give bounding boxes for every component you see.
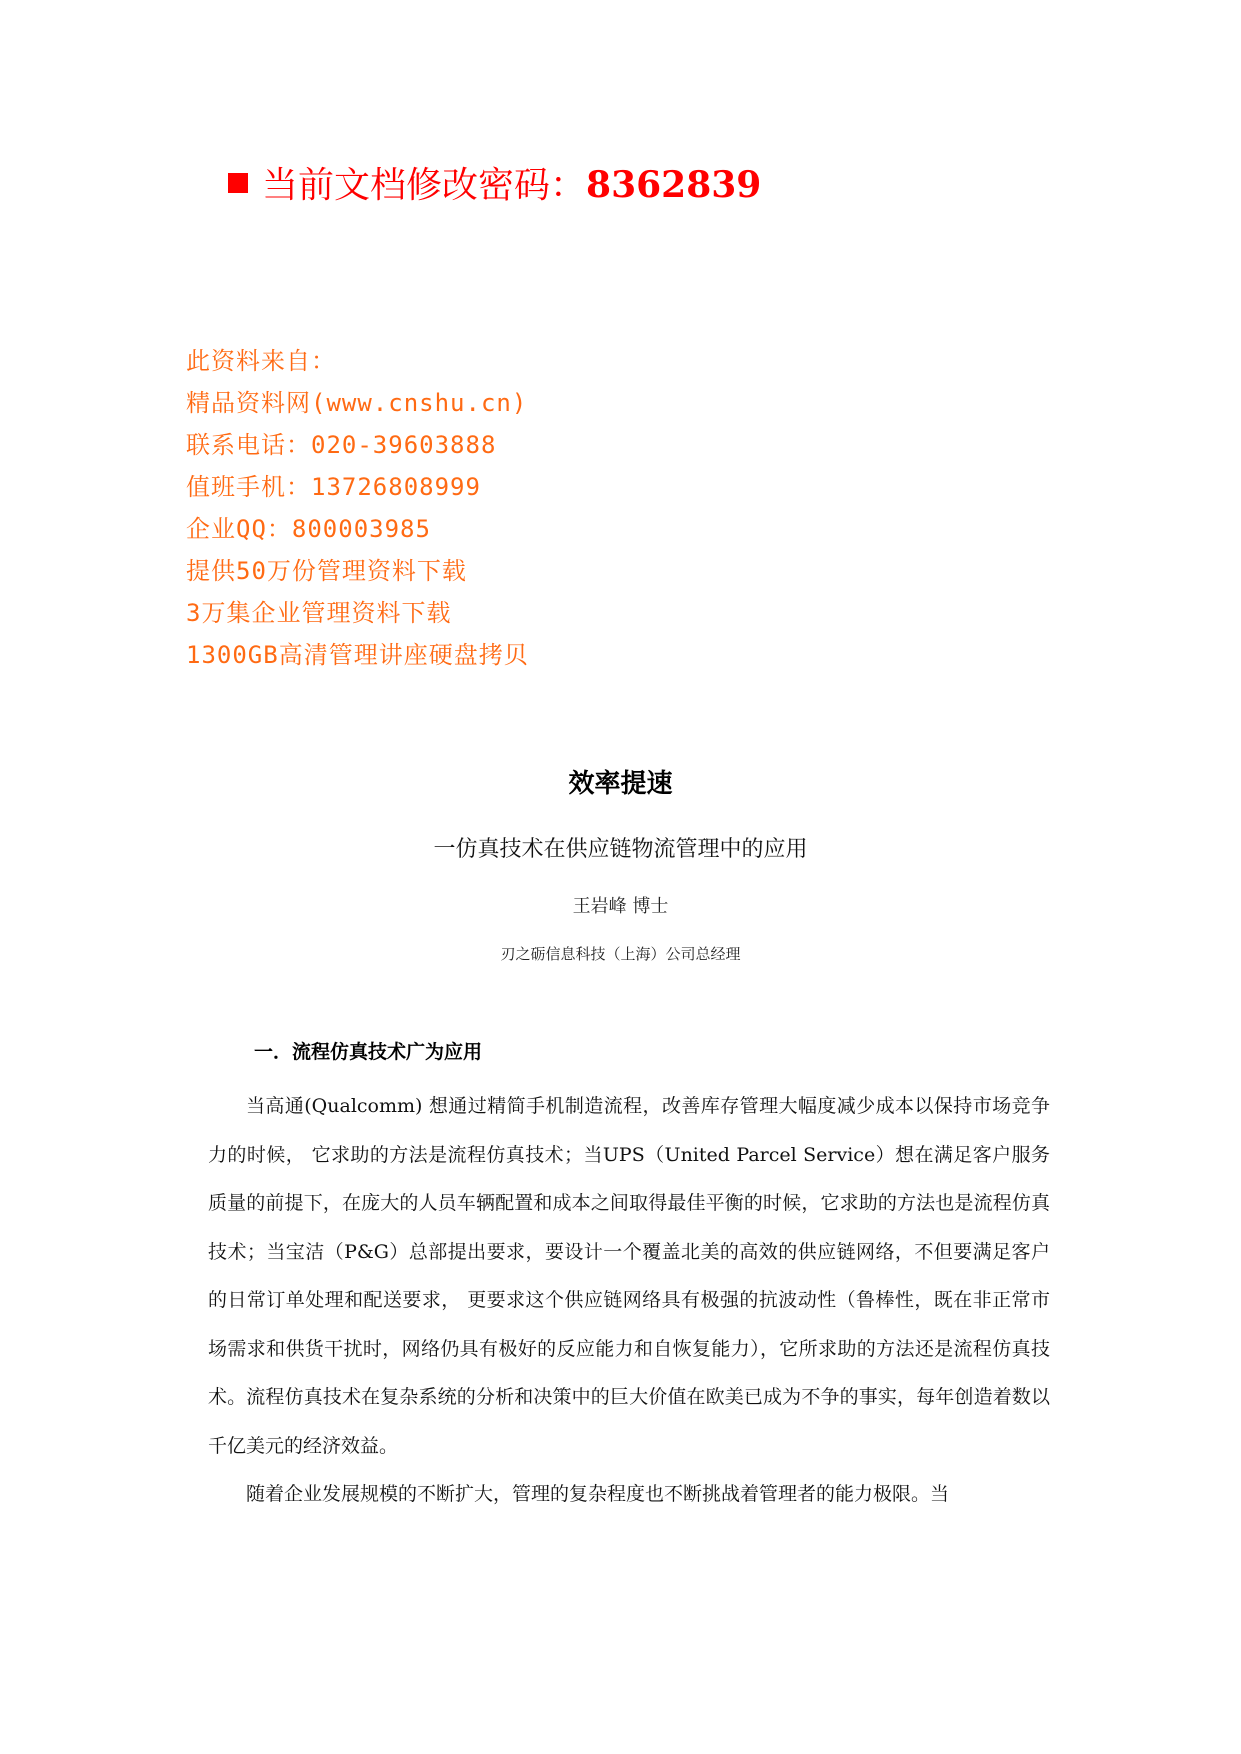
article-subtitle: 一仿真技术在供应链物流管理中的应用 [433, 837, 808, 862]
source-line: 联系电话：020-39603888 [186, 431, 497, 459]
source-line: 1300GB高清管理讲座硬盘拷贝 [186, 641, 529, 669]
source-line: 此资料来自： [186, 347, 336, 375]
source-line: 值班手机：13726808999 [186, 473, 481, 501]
article-body [208, 1082, 1050, 1519]
article-title: 效率提速 [568, 769, 673, 799]
source-line: 提供50万份管理资料下载 [186, 557, 467, 585]
source-line: 精品资料网(www.cnshu.cn) [186, 389, 528, 417]
section-heading: 一．流程仿真技术广为应用 [254, 1041, 483, 1063]
source-line: 3万集企业管理资料下载 [186, 599, 452, 627]
source-info-block [186, 340, 529, 676]
password-code: 8362839 [586, 164, 762, 206]
square-bullet-icon [228, 173, 248, 193]
password-label: 当前文档修改密码： [262, 165, 587, 206]
author-affiliation: 刃之砺信息科技（上海）公司总经理 [500, 945, 741, 963]
source-line: 企业QQ：800003985 [186, 515, 431, 543]
body-paragraph: 当高通(Qualcomm) 想通过精简手机制造流程，改善库存管理大幅度减少成本以保持市场竞争力的时候， 它求助的方法是流程仿真技术；当UPS（United Parcel Service）想在满足客户服务质量的前提下，在庞大的人员车辆配置和成本之间取得最佳平衡的时候，它求助的方法也是流程仿真技术；当宝洁（P&G）总部提出要求，要设计一个覆盖北美的高效的供应链网络，不但要满足客户的日常订单处理和配送要求， 更要求这个供应链网络具有极强的抗波动性（鲁棒性，既在非正常市场需求和供货干扰时，网络仍具有极好的反应能力和自恢复能力），它所求助的方法还是流程仿真技术。流程仿真技术在复杂系统的分析和决策中的巨大价值在欧美已成为不争的事实，每年创造着数以千亿美元的经济效益。 [208, 1095, 1050, 1457]
password-notice [228, 160, 761, 211]
body-paragraph: 随着企业发展规模的不断扩大，管理的复杂程度也不断挑战着管理者的能力极限。当 [246, 1483, 950, 1505]
article-author: 王岩峰 博士 [572, 896, 669, 917]
